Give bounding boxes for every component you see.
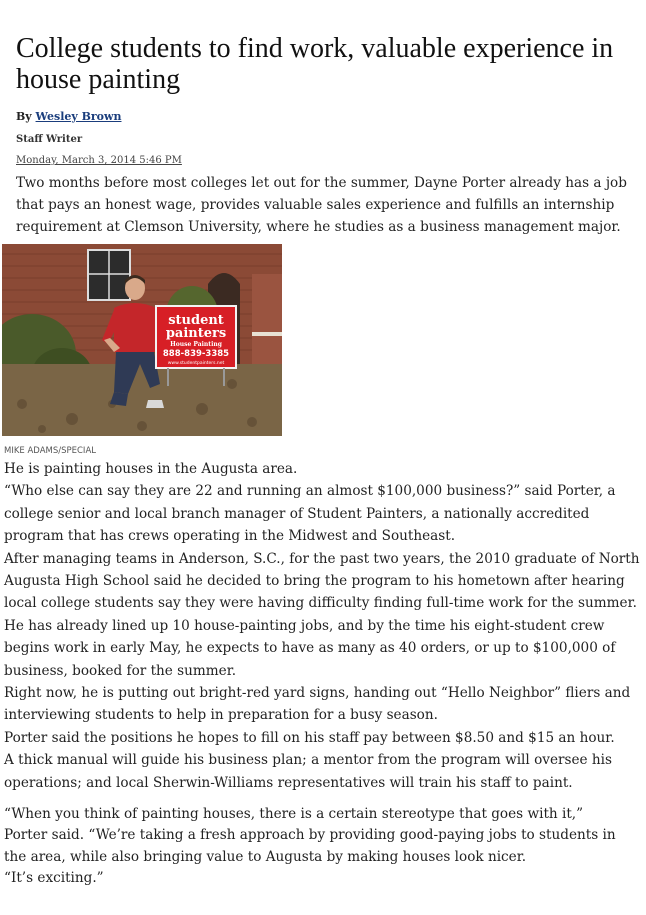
closing-line: “It’s exciting.” xyxy=(4,870,104,887)
byline-prefix: By xyxy=(16,110,32,123)
sign-text-phone: 888-839-3385 xyxy=(162,349,230,359)
author-link[interactable]: Wesley Brown xyxy=(35,110,122,123)
body-paragraph: Porter said the positions he hopes to fill on his staff pay between $8.50 and $15 an hour. xyxy=(4,729,615,746)
byline xyxy=(16,110,122,123)
intro-paragraph: Two months before most colleges let out for the summer, Dayne Porter already has a job that pays an honest wage, provides valuable sales experience and fulfills an internship requirement at Clemson University, where he studies as a business management major. xyxy=(16,175,627,235)
article-body xyxy=(4,458,642,794)
closing-line: “When you think of painting houses, there is a certain stereotype that goes with it,” xyxy=(4,806,584,822)
sign-text-painters: painters xyxy=(165,326,227,341)
sign-text-service: House Painting xyxy=(170,341,222,348)
photo-credit: MIKE ADAMS/SPECIAL xyxy=(4,446,96,456)
photo-illustration xyxy=(2,244,282,436)
sign-text-student: student xyxy=(168,313,224,328)
article-headline: College students to find work, valuable experience in house painting xyxy=(16,33,614,95)
body-paragraph: He has already lined up 10 house-painting jobs, and by the time his eight-student crew begins work in early May, he expects to have as many as 40 orders, or up to $100,000 of business, booked for the summer. xyxy=(4,617,616,679)
body-paragraph: Right now, he is putting out bright-red yard signs, handing out “Hello Neighbor” fliers and interviewing students to help in preparation for a busy season. xyxy=(4,685,631,724)
body-paragraph: He is painting houses in the Augusta area. xyxy=(4,461,298,477)
article-photo xyxy=(2,244,282,436)
author-role: Staff Writer xyxy=(16,134,83,145)
sign-text-url: www.studentpainters.net xyxy=(167,361,225,366)
closing-quote xyxy=(4,804,624,890)
publish-date: Monday, March 3, 2014 5:46 PM xyxy=(16,155,182,166)
closing-line: Porter said. “We’re taking a fresh approach by providing good-paying jobs to students in xyxy=(4,827,616,844)
body-paragraph: After managing teams in Anderson, S.C., for the past two years, the 2010 graduate of North Augusta High School said he decided to bring the program to his hometown after hearing local college students say they were having difficulty finding full-time work for the summer. xyxy=(4,550,640,612)
body-paragraph: “Who else can say they are 22 and running an almost $100,000 business?” said Porter, a college senior and local branch manager of Student Painters, a nationally accredited program that has crews operating in the Midwest and Southeast. xyxy=(4,483,616,545)
body-paragraph: A thick manual will guide his business plan; a mentor from the program will oversee his operations; and local Sherwin-Williams representatives will train his staff to paint. xyxy=(4,752,612,791)
closing-line: the area, while also bringing value to Augusta by making houses look nicer. xyxy=(4,848,527,865)
